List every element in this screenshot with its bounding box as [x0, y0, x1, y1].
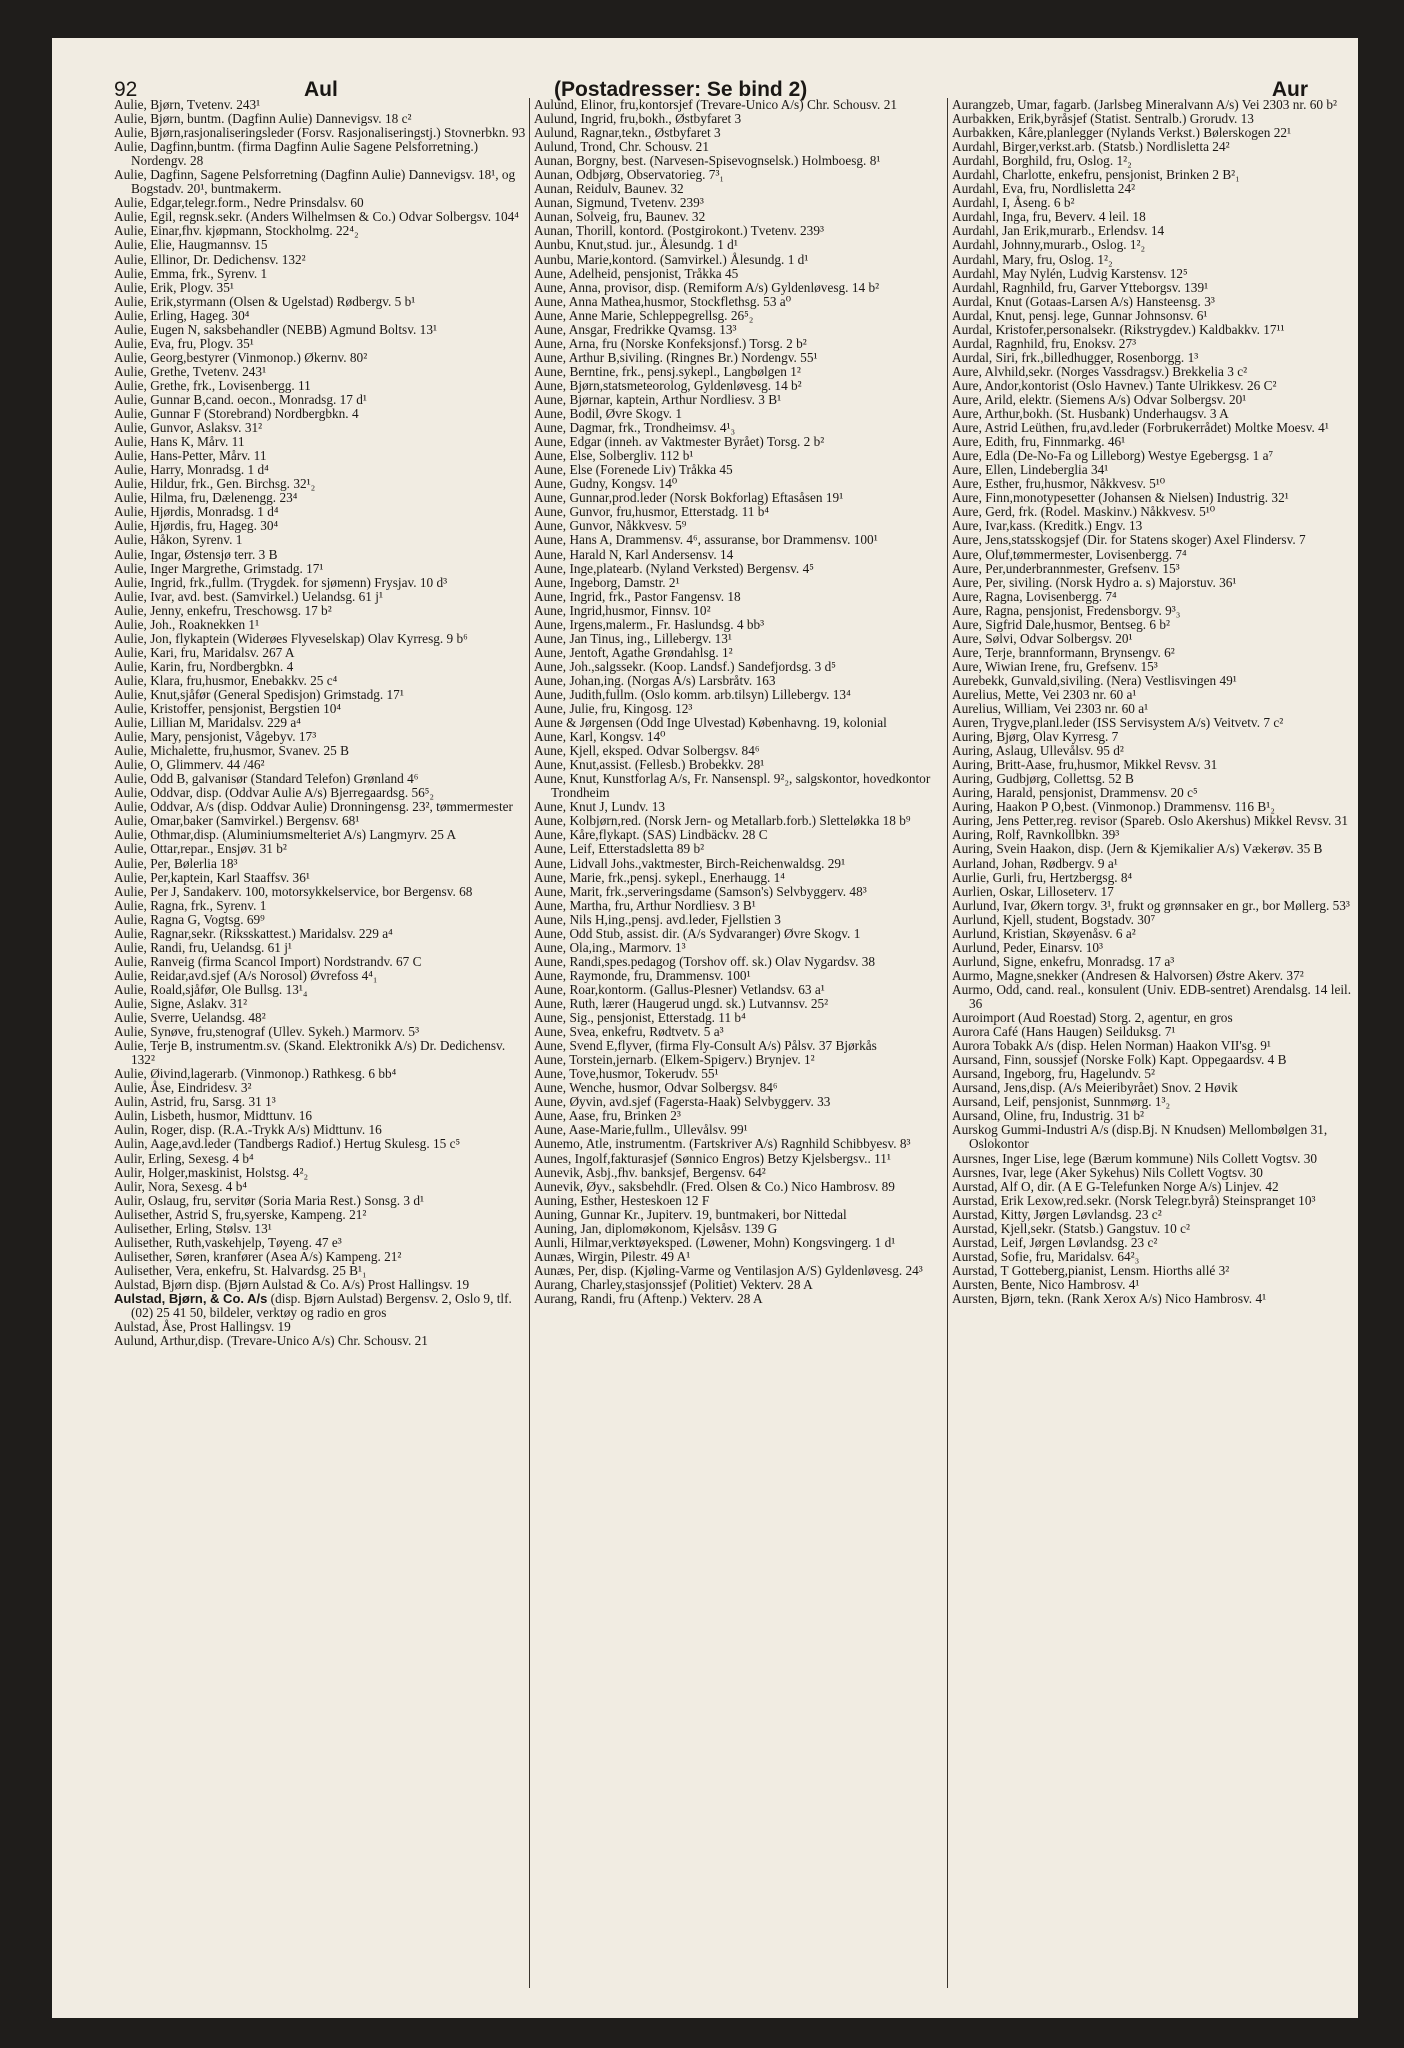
directory-entry: Aure, Edith, fru, Finnmarkg. 46¹: [952, 434, 1126, 450]
directory-entry: Aulund, Arthur,disp. (Trevare-Unico A/s) Chr. Schousv. 21: [114, 1333, 428, 1349]
directory-entry: Aulie, Michalette, fru,husmor, Svanev. 25 B: [114, 743, 349, 759]
directory-entry: Auring, Britt-Aase, fru,husmor, Mikkel Revsv. 31: [952, 757, 1218, 773]
directory-entry: Aulie, Egil, regnsk.sekr. (Anders Wilhelmsen & Co.) Odvar Solbergsv. 104⁴: [114, 209, 519, 225]
directory-entry: Aurdahl, I, Åseng. 6 b²: [952, 195, 1075, 211]
directory-entry: Aulir, Nora, Sexesg. 4 b⁴: [114, 1178, 247, 1194]
directory-entry: Auroimport (Aud Roestad) Storg. 2, agentur, en gros: [952, 1010, 1233, 1026]
header-left-guide-word: Aul: [304, 78, 338, 101]
directory-entry: Aulir, Oslaug, fru, servitør (Soria Maria Rest.) Sonsg. 3 d¹: [114, 1192, 424, 1208]
directory-entry: Aure, Sigfrid Dale,husmor, Bentseg. 6 b²: [952, 616, 1171, 632]
directory-entry: Auring, Haakon P O,best. (Vinmonop.) Drammensv. 116 B¹₂: [952, 799, 1275, 815]
directory-entry: Aulisether, Astrid S, fru,syerske, Kampeng. 21²: [114, 1206, 367, 1222]
directory-entry: Aurlund, Signe, enkefru, Monradsg. 17 a³: [952, 953, 1175, 969]
directory-entry: Aurdahl, Ragnhild, fru, Garver Ytteborgsv. 139¹: [952, 279, 1209, 295]
directory-entry: Aure, Arild, elektr. (Siemens A/s) Odvar Solbergsv. 20¹: [952, 391, 1247, 407]
directory-entry: Aurdal, Knut (Gotaas-Larsen A/s) Hansteensg. 3³: [952, 293, 1215, 309]
directory-entry: Aune, Bodil, Øvre Skogv. 1: [534, 406, 682, 422]
directory-entry: Aune, Anna Mathea,husmor, Stockflethsg. 53 a⁰: [534, 293, 792, 309]
directory-entry: Aune, Jan Tinus, ing., Lillebergv. 13¹: [534, 630, 732, 646]
directory-entry: Aulir, Erling, Sexesg. 4 b⁴: [114, 1150, 254, 1166]
directory-entry: Aune, Judith,fullm. (Oslo komm. arb.tilsyn) Lillebergv. 13⁴: [534, 686, 851, 702]
directory-entry: Aurmo, Odd, cand. real., konsulent (Univ. EDB-sentret) Arendalsg. 14 leil. 36: [952, 981, 1352, 1011]
directory-entry: Aursand, Jens,disp. (A/s Meieribyrået) Snov. 2 Høvik: [952, 1080, 1238, 1096]
directory-entry: Aulie, Othmar,disp. (Aluminiumsmelteriet A/s) Langmyrv. 25 A: [114, 827, 457, 843]
directory-entry: Aulir, Holger,maskinist, Holstsg. 4²₂: [114, 1164, 309, 1180]
directory-entry: Aulie, Bjørn, buntm. (Dagfinn Aulie) Dannevigsv. 18 c²: [114, 111, 412, 127]
directory-entry: Aurmo, Magne,snekker (Andresen & Halvorsen) Østre Akerv. 37²: [952, 967, 1304, 983]
directory-column-3: [952, 98, 1358, 1988]
directory-entry: Aune, Kolbjørn,red. (Norsk Jern- og Metallarb.forb.) Sletteløkka 18 b⁹: [534, 813, 911, 829]
directory-entry: Aurstad, Kjell,sekr. (Statsb.) Gangstuv. 10 c²: [952, 1220, 1190, 1236]
directory-entry: Aulie, Erik,styrmann (Olsen & Ugelstad) Rødbergv. 5 b¹: [114, 293, 416, 309]
directory-entry: Aune, Ingrid, frk., Pastor Fangensv. 18: [534, 588, 741, 604]
directory-entry: Aune, Randi,spes.pedagog (Torshov off. sk.) Olav Nygardsv. 38: [534, 953, 876, 969]
directory-entry: Aulie, Ingar, Østensjø terr. 3 B: [114, 546, 278, 562]
directory-entry: Aulie, O, Glimmerv. 44 /46²: [114, 757, 265, 773]
directory-entry: Aure, Alvhild,sekr. (Norges Vassdragsv.) Brekkelia 3 c²: [952, 363, 1248, 379]
directory-entry: Aulie, Ingrid, frk.,fullm. (Trygdek. for sjømenn) Frysjav. 10 d³: [114, 574, 448, 590]
directory-entry: Aulie, Erling, Hageg. 30⁴: [114, 307, 250, 323]
directory-entry: Aursand, Oline, fru, Industrig. 31 b²: [952, 1108, 1144, 1124]
directory-entry: Auring, Bjørg, Olav Kyrresg. 7: [952, 729, 1119, 745]
directory-entry: Aulie, Odd B, galvanisør (Standard Telefon) Grønland 4⁶: [114, 771, 419, 787]
directory-entry: Aune, Joh.,salgssekr. (Koop. Landsf.) Sandefjordsg. 3 d⁵: [534, 658, 836, 674]
directory-entry: Aurdahl, May Nylén, Ludvig Karstensv. 12⁵: [952, 265, 1188, 281]
directory-entry: Aure, Jens,statsskogsjef (Dir. for Statens skoger) Axel Flindersv. 7: [952, 532, 1306, 548]
directory-entry: Aune, Marit, frk.,serveringsdame (Samson's) Selvbyggerv. 48³: [534, 883, 867, 899]
directory-entry: Aure, Ragna, pensjonist, Fredensborgv. 9³₃: [952, 602, 1181, 618]
directory-entry: Aulie, Gunvor, Aslaksv. 31²: [114, 420, 263, 436]
directory-entry: Aurdal, Siri, frk.,billedhugger, Rosenborgg. 1³: [952, 349, 1199, 365]
directory-entry: Aulie, Bjørn,rasjonaliseringsleder (Forsv. Rasjonaliseringstj.) Stovnerbkn. 93: [114, 125, 526, 141]
directory-entry: Aunan, Thorill, kontord. (Postgirokont.) Tvetenv. 239³: [534, 223, 824, 239]
directory-entry: Aune, Wenche, husmor, Odvar Solbergsv. 84⁶: [534, 1080, 778, 1096]
directory-entry: Aurdal, Kristofer,personalsekr. (Rikstrygdev.) Kaldbakkv. 17¹¹: [952, 321, 1285, 337]
directory-entry: Aune, Odd Stub, assist. dir. (A/s Sydvaranger) Øvre Skogv. 1: [534, 925, 861, 941]
directory-entry: Aune, Roar,kontorm. (Gallus-Plesner) Vetlandsv. 63 a¹: [534, 981, 825, 997]
directory-entry: Aune, Ingeborg, Damstr. 2¹: [534, 574, 680, 590]
directory-entry: Aunevik, Asbj.,fhv. banksjef, Bergensv. 64²: [534, 1164, 766, 1180]
directory-entry: Aulie, Synøve, fru,stenograf (Ullev. Sykeh.) Marmorv. 5³: [114, 1024, 420, 1040]
directory-entry: Aulie, Randi, fru, Uelandsg. 61 j¹: [114, 939, 292, 955]
directory-entry: Aune, Jentoft, Agathe Grøndahlsg. 1²: [534, 644, 733, 660]
directory-entry: Aulie, Hans K, Mårv. 11: [114, 434, 245, 450]
directory-entry: Aune, Aase, fru, Brinken 2³: [534, 1108, 681, 1124]
directory-entry: Aurdahl, Charlotte, enkefru, pensjonist, Brinken 2 B²₁: [952, 167, 1240, 183]
header-center-note: (Postadresser: Se bind 2): [554, 78, 808, 101]
directory-entry: Aulie, Klara, fru,husmor, Enebakkv. 25 c⁴: [114, 672, 338, 688]
directory-entry: Aune, Gunvor, Nåkkvesv. 5⁹: [534, 518, 687, 534]
directory-entry: Aulie, Gunnar B,cand. oecon., Monradsg. 17 d¹: [114, 391, 367, 407]
directory-entry: Aurangzeb, Umar, fagarb. (Jarlsbeg Mineralvann A/s) Vei 2303 nr. 60 b²: [952, 98, 1338, 112]
directory-entry: Aurdahl, Mary, fru, Oslog. 1²₂: [952, 251, 1113, 267]
directory-entry: Aurdahl, Eva, fru, Nordlisletta 24²: [952, 181, 1136, 197]
directory-entry: Aulie, Terje B, instrumentm.sv. (Skand. Elektronikk A/s) Dr. Dedichensv. 132²: [114, 1038, 506, 1068]
directory-entry: Aurelius, William, Vei 2303 nr. 60 a¹: [952, 701, 1149, 717]
directory-entry: Aune, Nils H,ing.,pensj. avd.leder, Fjellstien 3: [534, 911, 781, 927]
directory-entry: Aurdahl, Borghild, fru, Oslog. 1²₂: [952, 153, 1132, 169]
directory-entry: Auning, Jan, diplomøkonom, Kjelsåsv. 139 G: [534, 1220, 778, 1236]
directory-entry: Aulie, Eugen N, saksbehandler (NEBB) Agmund Boltsv. 13¹: [114, 321, 437, 337]
directory-entry: Aurlund, Kristian, Skøyenåsv. 6 a²: [952, 925, 1136, 941]
directory-entry: Aulie, Kristoffer, pensjonist, Bergstien 10⁴: [114, 701, 342, 717]
directory-entry: Aune, Else, Solbergliv. 112 b¹: [534, 448, 694, 464]
directory-entry: Aurlien, Oskar, Lilloseterv. 17: [952, 883, 1114, 899]
directory-entry: Aulie, Dagfinn, Sagene Pelsforretning (Dagfinn Aulie) Dannevigsv. 18¹, og Bogstadv. 20¹, buntmakerm.: [114, 167, 516, 197]
directory-entry: Aulstad, Bjørn disp. (Bjørn Aulstad & Co. A/s) Prost Hallingsv. 19: [114, 1276, 470, 1292]
directory-entry: Aure, Astrid Leüthen, fru,avd.leder (Forbrukerrådet) Moltke Moesv. 4¹: [952, 420, 1329, 436]
directory-entry: Aurbakken, Erik,byråsjef (Statist. Sentralb.) Grorudv. 13: [952, 111, 1254, 127]
directory-entry: Aure, Terje, brannformann, Brynsengv. 6²: [952, 644, 1175, 660]
directory-entry: Aulie, Gunnar F (Storebrand) Nordbergbkn. 4: [114, 406, 359, 422]
directory-entry: Aulie, Einar,fhv. kjøpmann, Stockholmg. 22⁴₂: [114, 223, 359, 239]
directory-entry: Aulie, Erik, Plogv. 35¹: [114, 279, 234, 295]
directory-entry: Aune, Kjell, eksped. Odvar Solbergsv. 84⁶: [534, 743, 760, 759]
directory-entry: Aulie, Oddvar, A/s (disp. Oddvar Aulie) Dronningensg. 23², tømmermester: [114, 799, 513, 815]
directory-entry: Aulie, Ragna, frk., Syrenv. 1: [114, 897, 267, 913]
directory-entry: Aune & Jørgensen (Odd Inge Ulvestad) Københavng. 19, kolonial: [534, 715, 887, 731]
directory-entry: Aulie, Hjørdis, fru, Hageg. 30⁴: [114, 518, 279, 534]
directory-entry: Aurang, Charley,stasjonssjef (Politiet) Vekterv. 28 A: [534, 1276, 813, 1292]
directory-entry: Aulie, Bjørn, Tvetenv. 243¹: [114, 98, 261, 112]
directory-entry: Aursand, Ingeborg, fru, Hagelundv. 5²: [952, 1066, 1156, 1082]
directory-entry: Aulie, Ottar,repar., Ensjøv. 31 b²: [114, 841, 287, 857]
directory-entry: Aune, Arna, fru (Norske Konfeksjonsf.) Torsg. 2 b²: [534, 335, 807, 351]
directory-entry: Aurstad, Alf O, dir. (A E G-Telefunken Norge A/s) Linjev. 42: [952, 1178, 1279, 1194]
directory-entry: Aurstad, Kitty, Jørgen Løvlandsg. 23 c²: [952, 1206, 1162, 1222]
directory-entry: Aulie, Hildur, frk., Gen. Birchsg. 32¹₂: [114, 476, 316, 492]
directory-entry: Aurora Tobakk A/s (disp. Helen Norman) Haakon VII'sg. 9¹: [952, 1038, 1271, 1054]
directory-entry: Aulie, Grethe, frk., Lovisenbergg. 11: [114, 377, 311, 393]
directory-entry: Aune, Gudny, Kongsv. 14⁰: [534, 476, 678, 492]
directory-entry: Aurdal, Ragnhild, fru, Enoksv. 27³: [952, 335, 1137, 351]
directory-entry: Aunbu, Knut,stud. jur., Ålesundg. 1 d¹: [534, 237, 738, 253]
directory-entry: Aunan, Sigmund, Tvetenv. 239³: [534, 195, 704, 211]
directory-entry: Aune, Inge,platearb. (Nyland Verksted) Bergensv. 4⁵: [534, 560, 814, 576]
directory-entry: Aure, Edla (De-No-Fa og Lilleborg) Westye Egebergsg. 1 a⁷: [952, 448, 1274, 464]
directory-entry: Auring, Jens Petter,reg. revisor (Spareb. Oslo Akershus) Mikkel Revsv. 31: [952, 813, 1348, 829]
directory-entry: Aune, Irgens,malerm., Fr. Haslundsg. 4 bb³: [534, 616, 765, 632]
directory-entry: Aurang, Randi, fru (Aftenp.) Vekterv. 28 A: [534, 1290, 763, 1306]
directory-entry: Aure, Per,underbrannmester, Grefsenv. 15³: [952, 560, 1180, 576]
directory-entry: Aurlund, Ivar, Økern torgv. 3¹, frukt og grønnsaker en gr., bor Møllerg. 53³: [952, 897, 1350, 913]
directory-entry: Aurdal, Knut, pensj. lege, Gunnar Johnsonsv. 6¹: [952, 307, 1208, 323]
directory-entry: Aursten, Bente, Nico Hambrosv. 4¹: [952, 1276, 1140, 1292]
directory-entry: Aulund, Trond, Chr. Schousv. 21: [534, 139, 709, 155]
directory-entry: Auring, Svein Haakon, disp. (Jern & Kjemikalier A/s) Vækerøv. 35 B: [952, 841, 1323, 857]
directory-entry: Aulie, Hans-Petter, Mårv. 11: [114, 448, 267, 464]
directory-entry: Aunemo, Atle, instrumentm. (Fartskriver A/s) Ragnhild Schibbyesv. 8³: [534, 1136, 911, 1152]
directory-entry: Aunan, Odbjørg, Observatorieg. 7³₁: [534, 167, 725, 183]
directory-entry: Auring, Rolf, Ravnkollbkn. 39³: [952, 827, 1120, 843]
directory-entry: Aune, Anna, provisor, disp. (Remiform A/s) Gyldenløvesg. 14 b²: [534, 279, 880, 295]
directory-entry: Aunæs, Wirgin, Pilestr. 49 A¹: [534, 1248, 691, 1264]
directory-entry: Aune, Arthur B,siviling. (Ringnes Br.) Nordengv. 55¹: [534, 349, 818, 365]
directory-entry: Aulie, Inger Margrethe, Grimstadg. 17¹: [114, 560, 324, 576]
directory-entry: Aune, Torstein,jernarb. (Elkem-Spigerv.) Brynjev. 1²: [534, 1052, 815, 1068]
directory-entry: Aulin, Aage,avd.leder (Tandbergs Radiof.) Hertug Skulesg. 15 c⁵: [114, 1136, 461, 1152]
directory-entry: Aunan, Reidulv, Baunev. 32: [534, 181, 684, 197]
directory-entry: Aulie, Sverre, Uelandsg. 48²: [114, 1010, 266, 1026]
directory-entry: Aulie, Reidar,avd.sjef (A/s Norosol) Øvrefoss 4⁴₁: [114, 967, 378, 983]
directory-entry: Aulie, Åse, Eindridesv. 3²: [114, 1080, 252, 1096]
directory-entry: Aulund, Elinor, fru,kontorsjef (Trevare-Unico A/s) Chr. Schousv. 21: [534, 98, 897, 112]
directory-entry: Aune, Karl, Kongsv. 14⁰: [534, 729, 666, 745]
directory-entry: Aunan, Borgny, best. (Narvesen-Spisevognselsk.) Holmboesg. 8¹: [534, 153, 881, 169]
directory-page: [52, 38, 1358, 2018]
directory-entry: Aulisether, Vera, enkefru, St. Halvardsg. 25 B¹₁: [114, 1262, 367, 1278]
directory-entry: Aure, Wiwian Irene, fru, Grefsenv. 15³: [952, 658, 1158, 674]
directory-entry: Aure, Ellen, Lindeberglia 34¹: [952, 462, 1109, 478]
directory-entry: Aurstad, Leif, Jørgen Løvlandsg. 23 c²: [952, 1234, 1158, 1250]
directory-entry: Aune, Adelheid, pensjonist, Tråkka 45: [534, 265, 739, 281]
directory-entry: Aulie, Ivar, avd. best. (Samvirkel.) Uelandsg. 61 j¹: [114, 588, 383, 604]
directory-entry: Auning, Esther, Hesteskoen 12 F: [534, 1192, 710, 1208]
directory-entry: Aulie, Georg,bestyrer (Vinmonop.) Økernv. 80²: [114, 349, 368, 365]
directory-entry: Aune, Else (Forenede Liv) Tråkka 45: [534, 462, 733, 478]
directory-columns: [114, 98, 1352, 1988]
page-number: 92: [114, 78, 138, 101]
directory-entry: Aune, Øyvin, avd.sjef (Fagersta-Haak) Selvbyggerv. 33: [534, 1094, 831, 1110]
directory-entry: Aulie, Signe, Aslakv. 31²: [114, 996, 248, 1011]
column-divider: [529, 98, 530, 1988]
directory-entry: Aurlund, Peder, Einarsv. 10³: [952, 939, 1104, 955]
directory-entry: Aursnes, Inger Lise, lege (Bærum kommune) Nils Collett Vogtsv. 30: [952, 1150, 1318, 1166]
column-divider: [947, 98, 948, 1988]
directory-entry: Aure, Arthur,bokh. (St. Husbank) Underhaugsv. 3 A: [952, 406, 1229, 422]
directory-entry: Aune, Gunvor, fru,husmor, Etterstadg. 11 b⁴: [534, 504, 769, 520]
directory-entry: Aurstad, T Gotteberg,pianist, Lensm. Hiorths allé 3²: [952, 1262, 1230, 1278]
directory-entry: Aurbakken, Kåre,planlegger (Nylands Verkst.) Bølerskogen 22¹: [952, 125, 1292, 141]
directory-entry: Aune, Gunnar,prod.leder (Norsk Bokforlag) Eftasåsen 19¹: [534, 490, 844, 506]
directory-entry: Aunli, Hilmar,verktøyeksped. (Løwener, Mohn) Kongsvingerg. 1 d¹: [534, 1234, 896, 1250]
directory-entry: Aurelius, Mette, Vei 2303 nr. 60 a¹: [952, 686, 1137, 702]
directory-entry: Aulie, Eva, fru, Plogv. 35¹: [114, 335, 254, 351]
directory-entry: Aunbu, Marie,kontord. (Samvirkel.) Ålesundg. 1 d¹: [534, 251, 809, 267]
directory-entry: Aurdahl, Jan Erik,murarb., Erlendsv. 14: [952, 223, 1165, 239]
directory-entry: Aune, Ansgar, Fredrikke Qvamsg. 13³: [534, 321, 737, 337]
directory-entry: Aune, Svend E,flyver, (firma Fly-Consult A/s) Pålsv. 37 Bjørkås: [534, 1038, 877, 1054]
directory-entry: Aulie, Per J, Sandakerv. 100, motorsykkelservice, bor Bergensv. 68: [114, 883, 473, 899]
directory-entry: Aure, Ragna, Lovisenbergg. 7⁴: [952, 588, 1117, 604]
directory-entry: Aurstad, Erik Lexow,red.sekr. (Norsk Telegr.byrå) Steinspranget 10³: [952, 1192, 1316, 1208]
directory-entry: Aulie, Elie, Haugmannsv. 15: [114, 237, 268, 253]
directory-column-1: [114, 98, 532, 1988]
directory-entry: Aulie, Ellinor, Dr. Dedichensv. 132²: [114, 251, 306, 267]
directory-entry: Aursten, Bjørn, tekn. (Rank Xerox A/s) Nico Hambrosv. 4¹: [952, 1290, 1267, 1306]
header-right-guide-word: Aur: [1271, 78, 1308, 101]
directory-entry: Aune, Hans A, Drammensv. 4⁶, assuranse, bor Drammensv. 100¹: [534, 532, 878, 548]
directory-entry: Aurstad, Sofie, fru, Maridalsv. 64²₃: [952, 1248, 1140, 1264]
directory-entry: Aune, Bjørnar, kaptein, Arthur Nordliesv. 3 B¹: [534, 391, 782, 407]
directory-entry: Auren, Trygve,planl.leder (ISS Servisystem A/s) Veitvetv. 7 c²: [952, 715, 1284, 731]
directory-entry: Aune, Svea, enkefru, Rødtvetv. 5 a³: [534, 1024, 724, 1040]
directory-entry: Aulin, Astrid, fru, Sarsg. 31 1³: [114, 1094, 276, 1110]
directory-entry: Aulisether, Ruth,vaskehjelp, Tøyeng. 47 e³: [114, 1234, 342, 1250]
directory-entry: Aune, Knut J, Lundv. 13: [534, 799, 665, 815]
directory-entry: Aulie, Ragna G, Vogtsg. 69⁹: [114, 911, 265, 927]
directory-entry: Aure, Per, siviling. (Norsk Hydro a. s) Majorstuv. 36¹: [952, 574, 1237, 590]
directory-entry: Aunes, Ingolf,fakturasjef (Sønnico Engros) Betzy Kjelsbergsv.. 11¹: [534, 1150, 891, 1166]
directory-entry: Aune, Tove,husmor, Tokerudv. 55¹: [534, 1066, 719, 1082]
directory-entry: Aulie, Per, Bølerlia 18³: [114, 855, 238, 871]
directory-entry: Auring, Harald, pensjonist, Drammensv. 20 c⁵: [952, 785, 1198, 801]
directory-entry: Aulie, Edgar,telegr.form., Nedre Prinsdalsv. 60: [114, 195, 364, 211]
directory-entry: Aune, Julie, fru, Kingosg. 12³: [534, 701, 693, 717]
directory-entry: Aure, Andor,kontorist (Oslo Havnev.) Tante Ulrikkesv. 26 C²: [952, 377, 1277, 393]
directory-entry: Aurdahl, Johnny,murarb., Oslog. 1²₂: [952, 237, 1146, 253]
directory-entry: Aune, Leif, Etterstadsletta 89 b²: [534, 841, 705, 857]
directory-entry: Aursand, Leif, pensjonist, Sunnmørg. 1³₂: [952, 1094, 1171, 1110]
directory-entry: Aulie, Oddvar, disp. (Oddvar Aulie A/s) Bjerregaardsg. 56⁵₂: [114, 785, 435, 801]
directory-entry: Aune, Harald N, Karl Andersensv. 14: [534, 546, 734, 562]
directory-entry: Aune, Ruth, lærer (Haugerud ungd. sk.) Lutvannsv. 25²: [534, 996, 829, 1011]
directory-entry: Aulstad, Åse, Prost Hallingsv. 19: [114, 1319, 291, 1335]
directory-entry: Aulie, Øivind,lagerarb. (Vinmonop.) Rathkesg. 6 bb⁴: [114, 1066, 397, 1082]
directory-entry: Aulie, Harry, Monradsg. 1 d⁴: [114, 462, 269, 478]
directory-entry: Aune, Edgar (inneh. av Vaktmester Byrået) Torsg. 2 b²: [534, 434, 825, 450]
directory-entry: Auring, Aslaug, Ullevålsv. 95 d²: [952, 743, 1124, 759]
directory-entry: Aure, Ivar,kass. (Kreditk.) Engv. 13: [952, 518, 1143, 534]
directory-entry: Aure, Sølvi, Odvar Solbergsv. 20¹: [952, 630, 1133, 646]
directory-entry: Aune, Knut,assist. (Fellesb.) Brobekkv. 28¹: [534, 757, 765, 773]
directory-entry: Aunan, Solveig, fru, Baunev. 32: [534, 209, 706, 225]
directory-entry: Aune, Kåre,flykapt. (SAS) Lindbäckv. 28 C: [534, 827, 768, 843]
directory-entry: Aune, Knut, Kunstforlag A/s, Fr. Nansenspl. 9²₂, salgskontor, hovedkontor Trondheim: [534, 771, 931, 801]
directory-entry: Aulund, Ragnar,tekn., Østbyfaret 3: [534, 125, 721, 141]
directory-entry: Aune, Ola,ing., Marmorv. 1³: [534, 939, 686, 955]
directory-entry: Aulie, Per,kaptein, Karl Staaffsv. 36¹: [114, 869, 310, 885]
directory-entry: Aune, Ingrid,husmor, Finnsv. 10²: [534, 602, 711, 618]
directory-entry: Aurdahl, Inga, fru, Beverv. 4 leil. 18: [952, 209, 1146, 225]
directory-entry: Aurlund, Kjell, student, Bogstadv. 30⁷: [952, 911, 1156, 927]
directory-entry: Aulisether, Søren, kranfører (Asea A/s) Kampeng. 21²: [114, 1248, 402, 1264]
directory-entry: Aune, Martha, fru, Arthur Nordliesv. 3 B¹: [534, 897, 756, 913]
directory-entry: Aulstad, Bjørn, & Co. A/s (disp. Bjørn Aulstad) Bergensv. 2, Oslo 9, tlf. (02) 25 41 50, bildeler, verktøy og radio en gros: [114, 1290, 512, 1321]
directory-entry: Aune, Dagmar, frk., Trondheimsv. 4¹₃: [534, 420, 736, 436]
directory-entry: Auring, Gudbjørg, Collettsg. 52 B: [952, 771, 1134, 787]
directory-entry: Aune, Raymonde, fru, Drammensv. 100¹: [534, 967, 751, 983]
directory-entry: Aulie, Dagfinn,buntm. (firma Dagfinn Aulie Sagene Pelsforretning.) Nordengv. 28: [114, 139, 479, 169]
directory-entry: Aulie, Roald,sjåfør, Ole Bullsg. 13¹₄: [114, 981, 308, 997]
directory-entry: Aulie, Håkon, Syrenv. 1: [114, 532, 243, 548]
directory-entry: Aurora Café (Hans Haugen) Seilduksg. 7¹: [952, 1024, 1176, 1040]
directory-entry: Aulisether, Erling, Stølsv. 13¹: [114, 1220, 272, 1236]
directory-entry: Aulin, Roger, disp. (R.A.-Trykk A/s) Midttunv. 16: [114, 1122, 382, 1138]
directory-entry: Aulie, Karin, fru, Nordbergbkn. 4: [114, 658, 294, 674]
directory-entry: Aurland, Johan, Rødbergv. 9 a¹: [952, 855, 1118, 871]
directory-entry: Aune, Sig., pensjonist, Etterstadg. 11 b⁴: [534, 1010, 746, 1026]
directory-entry: Aurdahl, Birger,verkst.arb. (Statsb.) Nordlisletta 24²: [952, 139, 1230, 155]
directory-entry: Aune, Bjørn,statsmeteorolog, Gyldenløvesg. 14 b²: [534, 377, 802, 393]
directory-column-2: [534, 98, 952, 1988]
directory-entry: Aure, Oluf,tømmermester, Lovisenbergg. 7⁴: [952, 546, 1187, 562]
directory-entry: Aune, Aase-Marie,fullm., Ullevålsv. 99¹: [534, 1122, 748, 1138]
directory-entry: Aulie, Grethe, Tvetenv. 243¹: [114, 363, 267, 379]
directory-entry: Aulin, Lisbeth, husmor, Midttunv. 16: [114, 1108, 313, 1124]
directory-entry: Aulie, Jon, flykaptein (Widerøes Flyveselskap) Olav Kyrresg. 9 b⁶: [114, 630, 468, 646]
directory-entry: Auning, Gunnar Kr., Jupiterv. 19, buntmakeri, bor Nittedal: [534, 1206, 847, 1222]
directory-entry: Aulie, Jenny, enkefru, Treschowsg. 17 b²: [114, 602, 332, 618]
directory-entry: Aure, Esther, fru,husmor, Nåkkvesv. 5¹⁰: [952, 476, 1166, 492]
directory-entry: Aulie, Knut,sjåfør (General Spedisjon) Grimstadg. 17¹: [114, 686, 404, 702]
directory-entry: Aurebekk, Gunvald,siviling. (Nera) Vestlisvingen 49¹: [952, 672, 1237, 688]
directory-entry: Aure, Gerd, frk. (Rodel. Maskinv.) Nåkkvesv. 5¹⁰: [952, 504, 1216, 520]
directory-entry: Aune, Lidvall Johs.,vaktmester, Birch-Reichenwaldsg. 29¹: [534, 855, 846, 871]
directory-entry: Aure, Finn,monotypesetter (Johansen & Nielsen) Industrig. 32¹: [952, 490, 1289, 506]
directory-entry: Aulie, Ragnar,sekr. (Riksskattest.) Maridalsv. 229 a⁴: [114, 925, 393, 941]
directory-entry: Aulie, Lillian M, Maridalsv. 229 a⁴: [114, 715, 301, 731]
directory-entry: Aulie, Hjørdis, Monradsg. 1 d⁴: [114, 504, 279, 520]
directory-entry: Aune, Berntine, frk., pensj.sykepl., Langbølgen 1²: [534, 363, 801, 379]
directory-entry: Aurskog Gummi-Industri A/s (disp.Bj. N Knudsen) Mellombølgen 31, Oslokontor: [952, 1122, 1328, 1152]
directory-entry: Aursand, Finn, soussjef (Norske Folk) Kapt. Oppegaardsv. 4 B: [952, 1052, 1287, 1068]
directory-entry: Aune, Johan,ing. (Norgas A/s) Larsbråtv. 163: [534, 672, 776, 688]
directory-entry: Aulie, Emma, frk., Syrenv. 1: [114, 265, 268, 281]
directory-entry: Aunæs, Per, disp. (Kjøling-Varme og Ventilasjon A/S) Gyldenløvesg. 24³: [534, 1262, 923, 1278]
directory-entry: Aulie, Omar,baker (Samvirkel.) Bergensv. 68¹: [114, 813, 360, 829]
directory-entry: Aune, Anne Marie, Schleppegrellsg. 26⁵₂: [534, 307, 754, 323]
directory-entry: Aulie, Ranveig (firma Scancol Import) Nordstrandv. 67 C: [114, 953, 422, 969]
directory-entry: Aulie, Joh., Roaknekken 1¹: [114, 616, 260, 632]
directory-entry: Aulund, Ingrid, fru,bokh., Østbyfaret 3: [534, 111, 742, 127]
directory-entry: Aune, Marie, frk.,pensj. sykepl., Enerhaugg. 1⁴: [534, 869, 785, 885]
directory-entry: Aurlie, Gurli, fru, Hertzbergsg. 8⁴: [952, 869, 1133, 885]
directory-entry: Aulie, Mary, pensjonist, Vågebyv. 17³: [114, 729, 317, 745]
directory-entry: Aulie, Hilma, fru, Dælenengg. 23⁴: [114, 490, 298, 506]
directory-entry: Aursnes, Ivar, lege (Aker Sykehus) Nils Collett Vogtsv. 30: [952, 1164, 1263, 1180]
directory-entry: Aulie, Kari, fru, Maridalsv. 267 A: [114, 644, 295, 660]
directory-entry: Aunevik, Øyv., saksbehdlr. (Fred. Olsen & Co.) Nico Hambrosv. 89: [534, 1178, 895, 1194]
